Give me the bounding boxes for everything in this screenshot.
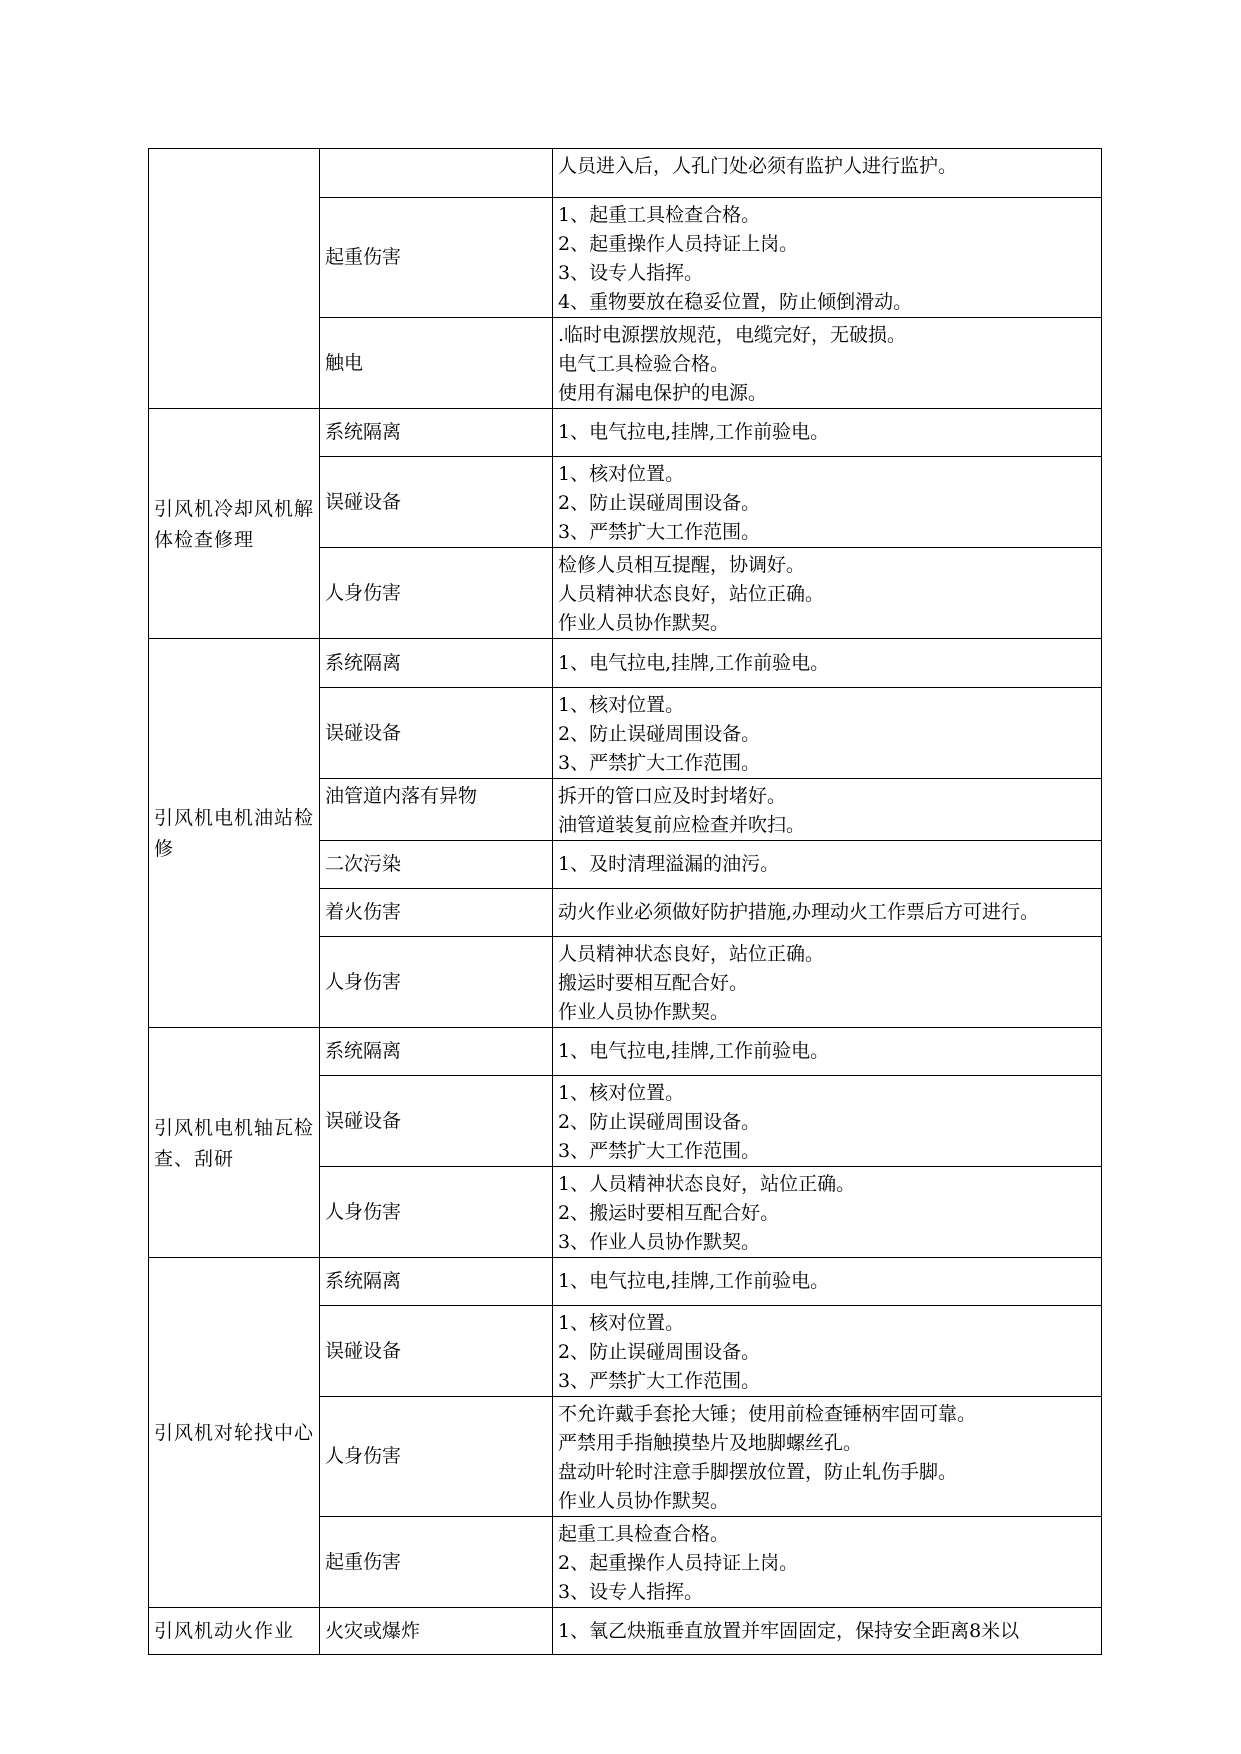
measure-line: 2、防止误碰周围设备。 (558, 723, 761, 745)
measure-line: 1、电气拉电,挂牌,工作前验电。 (558, 651, 830, 674)
measure-line: 盘动叶轮时注意手脚摆放位置，防止轧伤手脚。 (558, 1461, 958, 1483)
hazard-cell: 误碰设备 (320, 1306, 553, 1397)
hazard-cell: 着火伤害 (320, 889, 553, 937)
measure-line: 1、起重工具检查合格。 (558, 204, 761, 226)
measure-line: 3、作业人员协作默契。 (558, 1231, 761, 1253)
measure-line: 作业人员协作默契。 (558, 1490, 730, 1512)
measure-line: 搬运时要相互配合好。 (558, 972, 749, 994)
task-cell: 引风机电机油站检修 (149, 639, 320, 1028)
measure-cell (553, 457, 1102, 548)
measure-line: 2、防止误碰周围设备。 (558, 1341, 761, 1363)
measure-line: 作业人员协作默契。 (558, 1001, 730, 1023)
measure-line: 1、电气拉电,挂牌,工作前验电。 (558, 421, 830, 443)
hazard-cell: 系统隔离 (320, 1258, 553, 1306)
hazard-cell: 起重伤害 (320, 1517, 553, 1608)
hazard-cell (320, 149, 553, 198)
hazard-cell: 误碰设备 (320, 688, 553, 779)
measure-line: 不允许戴手套抡大锤；使用前检查锤柄牢固可靠。 (558, 1403, 977, 1425)
table-row (149, 1028, 1102, 1076)
task-cell (149, 149, 320, 409)
hazard-cell: 二次污染 (320, 841, 553, 889)
hazard-cell: 触电 (320, 318, 553, 409)
measure-cell (553, 149, 1102, 198)
hazard-cell: 误碰设备 (320, 457, 553, 548)
measure-line: 3、严禁扩大工作范围。 (558, 1140, 761, 1162)
hazard-cell: 系统隔离 (320, 1028, 553, 1076)
table-row (149, 639, 1102, 688)
measure-line: 2、防止误碰周围设备。 (558, 492, 761, 514)
measure-line: 2、起重操作人员持证上岗。 (558, 1552, 799, 1574)
task-cell: 引风机冷却风机解体检查修理 (149, 409, 320, 639)
measure-line: 拆开的管口应及时封堵好。 (558, 785, 787, 807)
measure-cell (553, 1167, 1102, 1258)
measure-line: 人员进入后，人孔门处必须有监护人进行监护。 (558, 155, 958, 177)
hazard-cell: 火灾或爆炸 (320, 1608, 553, 1655)
measure-line: 2、搬运时要相互配合好。 (558, 1202, 780, 1224)
measure-line: 电气工具检验合格。 (558, 353, 730, 375)
table-row (149, 1608, 1102, 1655)
measure-line: 使用有漏电保护的电源。 (558, 382, 768, 404)
measure-cell (553, 1517, 1102, 1608)
measure-line: 1、氧乙炔瓶垂直放置并牢固固定，保持安全距离8米以 (558, 1619, 1020, 1642)
measure-cell (553, 779, 1102, 841)
hazard-cell: 人身伤害 (320, 548, 553, 639)
measure-line: 1、核对位置。 (558, 463, 685, 485)
measure-line: 1、核对位置。 (558, 694, 685, 716)
measure-line: 3、严禁扩大工作范围。 (558, 521, 761, 543)
table-row (149, 409, 1102, 457)
measure-line: 1、电气拉电,挂牌,工作前验电。 (558, 1270, 830, 1292)
safety-measures-table (148, 148, 1102, 1655)
task-cell: 引风机动火作业 (149, 1608, 320, 1655)
measure-line: 2、防止误碰周围设备。 (558, 1111, 761, 1133)
measure-cell (553, 1076, 1102, 1167)
hazard-cell: 人身伤害 (320, 1397, 553, 1517)
measure-line: 人员精神状态良好，站位正确。 (558, 583, 825, 605)
measure-cell (553, 318, 1102, 409)
measure-cell (553, 548, 1102, 639)
measure-line: 检修人员相互提醒，协调好。 (558, 554, 806, 576)
measure-line: 动火作业必须做好防护措施,办理动火工作票后方可进行。 (558, 901, 1040, 923)
measure-line: 2、起重操作人员持证上岗。 (558, 233, 799, 255)
measure-line: 起重工具检查合格。 (558, 1523, 730, 1545)
hazard-cell: 起重伤害 (320, 198, 553, 318)
measure-line: 4、重物要放在稳妥位置，防止倾倒滑动。 (558, 291, 913, 313)
measure-cell (553, 639, 1102, 688)
table-row (149, 1258, 1102, 1306)
measure-cell (553, 1258, 1102, 1306)
measure-line: 3、严禁扩大工作范围。 (558, 1370, 761, 1392)
measure-line: 3、设专人指挥。 (558, 262, 704, 284)
measure-line: 1、核对位置。 (558, 1312, 685, 1334)
measure-cell (553, 198, 1102, 318)
measure-line: 严禁用手指触摸垫片及地脚螺丝孔。 (558, 1432, 863, 1454)
hazard-cell: 人身伤害 (320, 1167, 553, 1258)
measure-line: 1、电气拉电,挂牌,工作前验电。 (558, 1040, 830, 1062)
measure-line: 1、人员精神状态良好，站位正确。 (558, 1173, 856, 1195)
hazard-cell: 系统隔离 (320, 639, 553, 688)
measure-line: 油管道装复前应检查并吹扫。 (558, 814, 806, 836)
task-cell: 引风机对轮找中心 (149, 1258, 320, 1608)
hazard-cell: 系统隔离 (320, 409, 553, 457)
measure-cell (553, 889, 1102, 937)
measure-line: 3、严禁扩大工作范围。 (558, 752, 761, 774)
hazard-cell: 人身伤害 (320, 937, 553, 1028)
hazard-cell: 误碰设备 (320, 1076, 553, 1167)
hazard-cell: 油管道内落有异物 (320, 779, 553, 841)
measure-line: 1、核对位置。 (558, 1082, 685, 1104)
task-cell: 引风机电机轴瓦检查、刮研 (149, 1028, 320, 1258)
measure-cell (553, 1397, 1102, 1517)
measure-cell (553, 841, 1102, 889)
measure-cell (553, 409, 1102, 457)
measure-line: 1、及时清理溢漏的油污。 (558, 853, 780, 875)
measure-cell (553, 1306, 1102, 1397)
measure-line: .临时电源摆放规范，电缆完好，无破损。 (558, 324, 907, 346)
measure-line: 人员精神状态良好，站位正确。 (558, 943, 825, 965)
measure-cell (553, 937, 1102, 1028)
measure-cell (553, 688, 1102, 779)
measure-line: 3、设专人指挥。 (558, 1581, 704, 1603)
measure-cell (553, 1608, 1102, 1655)
measure-cell (553, 1028, 1102, 1076)
measure-line: 作业人员协作默契。 (558, 612, 730, 634)
table-row (149, 149, 1102, 198)
